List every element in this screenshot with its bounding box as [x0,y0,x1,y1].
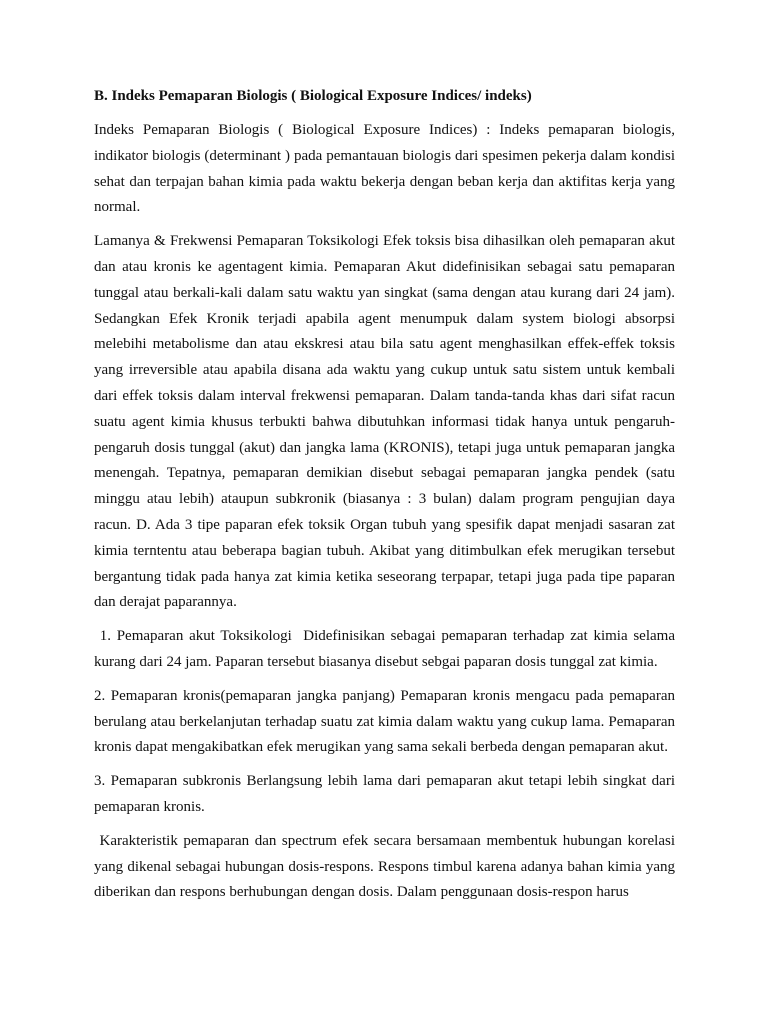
paragraph-exposure-frequency: Lamanya & Frekwensi Pemaparan Toksikologi Efek toksis bisa dihasilkan oleh pemaparan akut dan atau kronis ke agentagent kimia. Pemaparan Akut didefinisikan sebagai satu pemaparan tunggal atau berkali-kali dalam satu waktu yan singkat (sama dengan atau kurang dari 24 jam). Sedangkan Efek Kronik terjadi apabila agent menumpuk dalam system biologi absorpsi melebihi metabolisme dan atau ekskresi atau bila satu agent menghasilkan effek-effek toksis yang irreversible atau apabila disana ada waktu yang cukup untuk satu sistem untuk kembali dari effek toksis dalam interval frekwensi pemaparan. Dalam tanda-tanda khas dari sifat racun suatu agent kimia khusus terbukti bahwa dibutuhkan informasi tidak hanya untuk pengaruh-pengaruh dosis tunggal (akut) dan jangka lama (KRONIS), tetapi juga untuk pemaparan jangka menengah. Tepatnya, pemaparan demikian disebut sebagai pemaparan jangka pendek (satu minggu atau lebih) ataupun subkronik (biasanya : 3 bulan) dalam program pengujian daya racun. D. Ada 3 tipe paparan efek toksik Organ tubuh yang spesifik dapat menjadi sasaran zat kimia terntentu atau beberapa bagian tubuh. Akibat yang ditimbulkan efek merugikan tersebut bergantung tidak pada hanya zat kimia ketika seseorang terpapar, tetapi juga pada tipe paparan dan derajat paparannya. [94,233,675,611]
paragraph-acute-exposure: 1. Pemaparan akut Toksikologi Didefinisikan sebagai pemaparan terhadap zat kimia selama kurang dari 24 jam. Paparan tersebut biasanya disebut sebgai paparan dosis tunggal zat kimia. [94,628,675,670]
paragraph-bei-definition: Indeks Pemaparan Biologis ( Biological Exposure Indices) : Indeks pemaparan biologis, indikator biologis (determinant ) pada pemantauan biologis dari spesimen pekerja dalam kondisi sehat dan terpajan bahan kimia pada waktu bekerja dengan beban kerja dan aktifitas kerja yang normal. [94,122,675,216]
paragraph-subchronic-exposure: 3. Pemaparan subkronis Berlangsung lebih lama dari pemaparan akut tetapi lebih singkat dari pemaparan kronis. [94,773,675,815]
section-heading: B. Indeks Pemaparan Biologis ( Biological Exposure Indices/ indeks) [94,88,532,104]
paragraph-chronic-exposure: 2. Pemaparan kronis(pemaparan jangka panjang) Pemaparan kronis mengacu pada pemaparan berulang atau berkelanjutan terhadap suatu zat kimia dalam waktu yang cukup lama. Pemaparan kronis dapat mengakibatkan efek merugikan yang sama sekali berbeda dengan pemaparan akut. [94,687,675,756]
paragraph-dose-response: Karakteristik pemaparan dan spectrum efek secara bersamaan membentuk hubungan korelasi yang dikenal sebagai hubungan dosis-respons. Respons timbul karena adanya bahan kimia yang diberikan dan respons berhubungan dengan dosis. Dalam penggunaan dosis-respon harus [94,832,675,901]
document-page [94,78,675,914]
